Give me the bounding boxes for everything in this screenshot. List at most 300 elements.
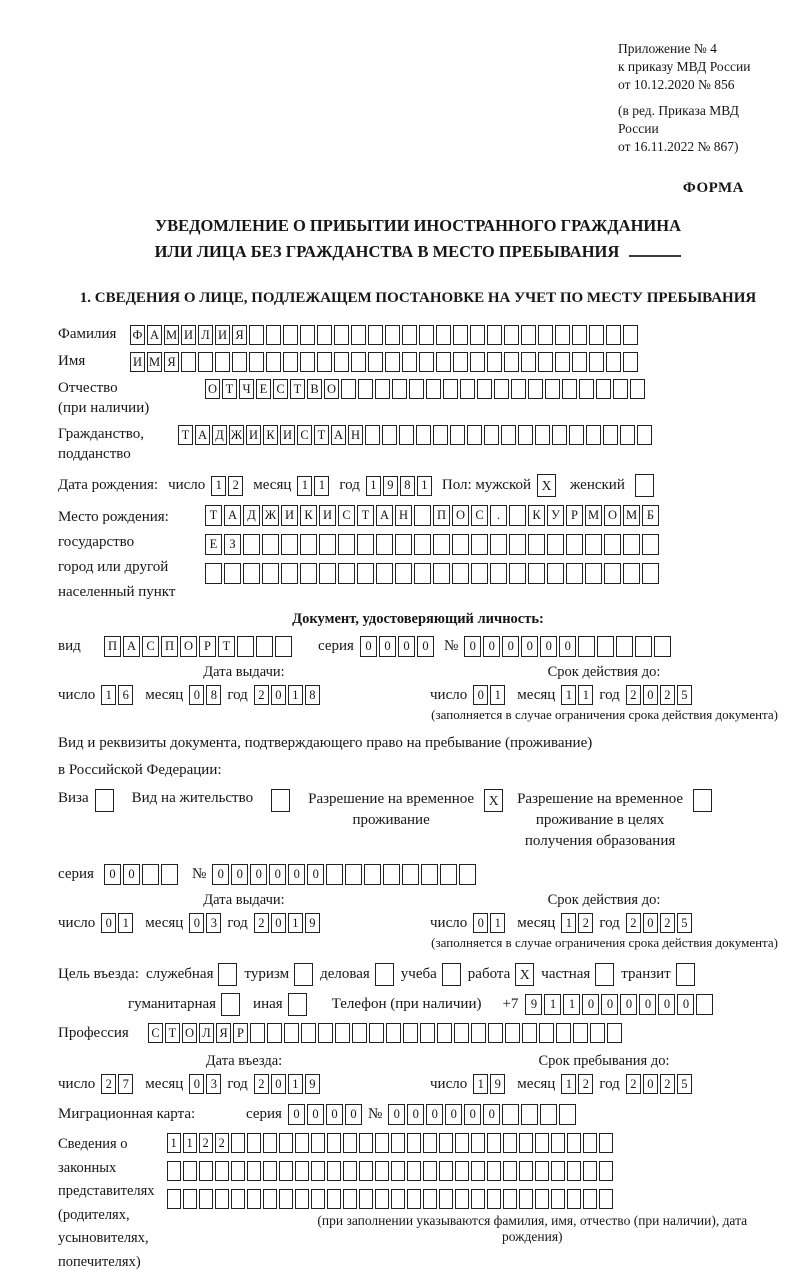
- form-cell[interactable]: 0: [643, 913, 658, 933]
- form-cell[interactable]: [357, 534, 374, 555]
- form-cell[interactable]: [540, 1104, 557, 1125]
- form-cell[interactable]: 1: [490, 685, 505, 705]
- form-cell[interactable]: [334, 325, 349, 345]
- form-cell[interactable]: [552, 425, 567, 445]
- form-cell[interactable]: 0: [288, 864, 305, 885]
- form-cell[interactable]: [572, 325, 587, 345]
- form-cell[interactable]: 2: [199, 1133, 213, 1153]
- form-cell[interactable]: [419, 352, 434, 372]
- form-cell[interactable]: [351, 352, 366, 372]
- form-cell[interactable]: [365, 425, 380, 445]
- form-cell[interactable]: 1: [183, 1133, 197, 1153]
- form-cell[interactable]: 0: [189, 685, 204, 705]
- form-cell[interactable]: [263, 1189, 277, 1209]
- form-cell[interactable]: [501, 425, 516, 445]
- form-cell[interactable]: Р: [566, 505, 583, 526]
- form-cell[interactable]: [607, 1023, 622, 1043]
- form-cell[interactable]: [318, 1023, 333, 1043]
- form-cell[interactable]: [583, 1161, 597, 1181]
- form-cell[interactable]: [452, 534, 469, 555]
- form-cell[interactable]: 2: [578, 913, 593, 933]
- form-cell[interactable]: [528, 379, 543, 399]
- form-cell[interactable]: Л: [198, 325, 213, 345]
- form-cell[interactable]: Я: [216, 1023, 231, 1043]
- form-cell[interactable]: [183, 1189, 197, 1209]
- form-cell[interactable]: Е: [205, 534, 222, 555]
- form-cell[interactable]: [635, 636, 652, 657]
- form-cell[interactable]: 1: [417, 476, 432, 496]
- form-cell[interactable]: 0: [231, 864, 248, 885]
- form-cell[interactable]: [359, 1133, 373, 1153]
- form-cell[interactable]: Ж: [262, 505, 279, 526]
- form-cell[interactable]: [637, 425, 652, 445]
- form-cell[interactable]: [599, 1189, 613, 1209]
- form-cell[interactable]: А: [147, 325, 162, 345]
- form-cell[interactable]: 0: [271, 913, 286, 933]
- form-cell[interactable]: С: [297, 425, 312, 445]
- form-cell[interactable]: [262, 563, 279, 584]
- form-cell[interactable]: 0: [212, 864, 229, 885]
- form-cell[interactable]: [583, 1189, 597, 1209]
- form-cell[interactable]: [460, 379, 475, 399]
- form-cell[interactable]: Т: [205, 505, 222, 526]
- form-cell[interactable]: [545, 379, 560, 399]
- form-cell[interactable]: А: [331, 425, 346, 445]
- form-cell[interactable]: [263, 1161, 277, 1181]
- form-cell[interactable]: [199, 1189, 213, 1209]
- form-cell[interactable]: [237, 636, 254, 657]
- form-cell[interactable]: [604, 534, 621, 555]
- form-cell[interactable]: П: [433, 505, 450, 526]
- form-cell[interactable]: [399, 425, 414, 445]
- form-cell[interactable]: 0: [483, 1104, 500, 1125]
- form-cell[interactable]: [572, 352, 587, 372]
- form-cell[interactable]: [402, 325, 417, 345]
- form-cell[interactable]: 9: [525, 994, 542, 1015]
- form-cell[interactable]: 9: [383, 476, 398, 496]
- form-cell[interactable]: [250, 1023, 265, 1043]
- form-cell[interactable]: 2: [626, 913, 641, 933]
- form-cell[interactable]: 3: [206, 913, 221, 933]
- form-cell[interactable]: 0: [483, 636, 500, 657]
- form-cell[interactable]: 1: [563, 994, 580, 1015]
- form-cell[interactable]: [271, 789, 290, 812]
- form-cell[interactable]: С: [471, 505, 488, 526]
- form-cell[interactable]: [538, 352, 553, 372]
- form-cell[interactable]: 8: [400, 476, 415, 496]
- form-cell[interactable]: [437, 1023, 452, 1043]
- form-cell[interactable]: Н: [395, 505, 412, 526]
- form-cell[interactable]: Т: [222, 379, 237, 399]
- form-cell[interactable]: А: [224, 505, 241, 526]
- form-cell[interactable]: [623, 325, 638, 345]
- form-cell[interactable]: [490, 563, 507, 584]
- form-cell[interactable]: [459, 864, 476, 885]
- form-cell[interactable]: Я: [232, 325, 247, 345]
- form-cell[interactable]: [283, 352, 298, 372]
- form-cell[interactable]: [256, 636, 273, 657]
- form-cell[interactable]: [295, 1161, 309, 1181]
- form-cell[interactable]: [635, 474, 654, 497]
- form-cell[interactable]: [433, 425, 448, 445]
- form-cell[interactable]: [455, 1189, 469, 1209]
- form-cell[interactable]: [423, 1161, 437, 1181]
- form-cell[interactable]: [281, 563, 298, 584]
- form-cell[interactable]: [382, 425, 397, 445]
- form-cell[interactable]: 1: [288, 685, 303, 705]
- form-cell[interactable]: [319, 563, 336, 584]
- form-cell[interactable]: 2: [660, 1074, 675, 1094]
- form-cell[interactable]: [311, 1161, 325, 1181]
- form-cell[interactable]: [391, 1189, 405, 1209]
- form-cell[interactable]: [443, 379, 458, 399]
- form-cell[interactable]: [606, 352, 621, 372]
- form-cell[interactable]: [300, 325, 315, 345]
- form-cell[interactable]: 0: [464, 636, 481, 657]
- form-cell[interactable]: [470, 325, 485, 345]
- form-cell[interactable]: [559, 1104, 576, 1125]
- form-cell[interactable]: [392, 379, 407, 399]
- form-cell[interactable]: [231, 1133, 245, 1153]
- form-cell[interactable]: 0: [123, 864, 140, 885]
- form-cell[interactable]: 0: [360, 636, 377, 657]
- form-cell[interactable]: [249, 325, 264, 345]
- form-cell[interactable]: [407, 1189, 421, 1209]
- form-cell[interactable]: [95, 789, 114, 812]
- form-cell[interactable]: [654, 636, 671, 657]
- form-cell[interactable]: [566, 563, 583, 584]
- form-cell[interactable]: [502, 1104, 519, 1125]
- form-cell[interactable]: 0: [643, 1074, 658, 1094]
- form-cell[interactable]: Р: [199, 636, 216, 657]
- form-cell[interactable]: [535, 1189, 549, 1209]
- form-cell[interactable]: 0: [473, 913, 488, 933]
- form-cell[interactable]: [522, 1023, 537, 1043]
- form-cell[interactable]: [551, 1133, 565, 1153]
- form-cell[interactable]: [266, 325, 281, 345]
- form-cell[interactable]: [311, 1189, 325, 1209]
- form-cell[interactable]: [395, 534, 412, 555]
- form-cell[interactable]: 1: [561, 913, 576, 933]
- form-cell[interactable]: 0: [189, 913, 204, 933]
- form-cell[interactable]: [243, 534, 260, 555]
- form-cell[interactable]: 2: [578, 1074, 593, 1094]
- form-cell[interactable]: [453, 352, 468, 372]
- form-cell[interactable]: [409, 379, 424, 399]
- form-cell[interactable]: [573, 1023, 588, 1043]
- form-cell[interactable]: [338, 563, 355, 584]
- form-cell[interactable]: Т: [178, 425, 193, 445]
- form-cell[interactable]: X: [515, 963, 534, 986]
- form-cell[interactable]: [383, 864, 400, 885]
- form-cell[interactable]: [183, 1161, 197, 1181]
- form-cell[interactable]: [471, 1133, 485, 1153]
- form-cell[interactable]: 9: [305, 913, 320, 933]
- form-cell[interactable]: [142, 864, 159, 885]
- form-cell[interactable]: С: [273, 379, 288, 399]
- form-cell[interactable]: 1: [561, 1074, 576, 1094]
- form-cell[interactable]: 0: [426, 1104, 443, 1125]
- form-cell[interactable]: [376, 563, 393, 584]
- form-cell[interactable]: 0: [345, 1104, 362, 1125]
- form-cell[interactable]: [218, 963, 237, 986]
- form-cell[interactable]: 0: [445, 1104, 462, 1125]
- form-cell[interactable]: [521, 325, 536, 345]
- form-cell[interactable]: 0: [521, 636, 538, 657]
- form-cell[interactable]: [359, 1189, 373, 1209]
- form-cell[interactable]: 0: [101, 913, 116, 933]
- form-cell[interactable]: [231, 1161, 245, 1181]
- form-cell[interactable]: 5: [677, 913, 692, 933]
- form-cell[interactable]: [505, 1023, 520, 1043]
- form-cell[interactable]: [569, 425, 584, 445]
- form-cell[interactable]: [471, 563, 488, 584]
- form-cell[interactable]: [509, 505, 526, 526]
- form-cell[interactable]: 0: [189, 1074, 204, 1094]
- form-cell[interactable]: [421, 864, 438, 885]
- form-cell[interactable]: М: [623, 505, 640, 526]
- form-cell[interactable]: [161, 864, 178, 885]
- form-cell[interactable]: В: [307, 379, 322, 399]
- form-cell[interactable]: [426, 379, 441, 399]
- form-cell[interactable]: [243, 563, 260, 584]
- form-cell[interactable]: [555, 325, 570, 345]
- form-cell[interactable]: 0: [582, 994, 599, 1015]
- form-cell[interactable]: [504, 325, 519, 345]
- form-cell[interactable]: [567, 1189, 581, 1209]
- form-cell[interactable]: 2: [215, 1133, 229, 1153]
- form-cell[interactable]: [589, 325, 604, 345]
- form-cell[interactable]: И: [246, 425, 261, 445]
- form-cell[interactable]: [224, 563, 241, 584]
- form-cell[interactable]: 1: [473, 1074, 488, 1094]
- form-cell[interactable]: М: [164, 325, 179, 345]
- form-cell[interactable]: [375, 379, 390, 399]
- form-cell[interactable]: 0: [104, 864, 121, 885]
- form-cell[interactable]: [345, 864, 362, 885]
- form-cell[interactable]: [630, 379, 645, 399]
- form-cell[interactable]: [364, 864, 381, 885]
- form-cell[interactable]: С: [338, 505, 355, 526]
- form-cell[interactable]: М: [147, 352, 162, 372]
- form-cell[interactable]: [547, 534, 564, 555]
- form-cell[interactable]: П: [104, 636, 121, 657]
- form-cell[interactable]: К: [263, 425, 278, 445]
- form-cell[interactable]: [283, 325, 298, 345]
- form-cell[interactable]: Е: [256, 379, 271, 399]
- form-cell[interactable]: 2: [254, 1074, 269, 1094]
- form-cell[interactable]: [511, 379, 526, 399]
- form-cell[interactable]: 2: [626, 685, 641, 705]
- form-cell[interactable]: [590, 1023, 605, 1043]
- form-cell[interactable]: С: [148, 1023, 163, 1043]
- form-cell[interactable]: [440, 864, 457, 885]
- form-cell[interactable]: [249, 352, 264, 372]
- form-cell[interactable]: [595, 963, 614, 986]
- form-cell[interactable]: [442, 963, 461, 986]
- form-cell[interactable]: [167, 1161, 181, 1181]
- form-cell[interactable]: 0: [398, 636, 415, 657]
- form-cell[interactable]: 0: [388, 1104, 405, 1125]
- form-cell[interactable]: [519, 1133, 533, 1153]
- form-cell[interactable]: О: [604, 505, 621, 526]
- form-cell[interactable]: [294, 963, 313, 986]
- form-cell[interactable]: [375, 1133, 389, 1153]
- form-cell[interactable]: 0: [250, 864, 267, 885]
- form-cell[interactable]: [414, 534, 431, 555]
- form-cell[interactable]: [488, 1023, 503, 1043]
- form-cell[interactable]: [288, 993, 307, 1016]
- form-cell[interactable]: [616, 636, 633, 657]
- form-cell[interactable]: [352, 1023, 367, 1043]
- form-cell[interactable]: [326, 864, 343, 885]
- form-cell[interactable]: [338, 534, 355, 555]
- form-cell[interactable]: [343, 1161, 357, 1181]
- form-cell[interactable]: [232, 352, 247, 372]
- form-cell[interactable]: З: [224, 534, 241, 555]
- form-cell[interactable]: [414, 505, 431, 526]
- form-cell[interactable]: [620, 425, 635, 445]
- form-cell[interactable]: [419, 325, 434, 345]
- form-cell[interactable]: [439, 1161, 453, 1181]
- form-cell[interactable]: [402, 864, 419, 885]
- form-cell[interactable]: [247, 1133, 261, 1153]
- form-cell[interactable]: [539, 1023, 554, 1043]
- form-cell[interactable]: [467, 425, 482, 445]
- form-cell[interactable]: [521, 352, 536, 372]
- form-cell[interactable]: [494, 379, 509, 399]
- form-cell[interactable]: 1: [297, 476, 312, 496]
- form-cell[interactable]: [538, 325, 553, 345]
- form-cell[interactable]: И: [181, 325, 196, 345]
- form-cell[interactable]: [566, 534, 583, 555]
- form-cell[interactable]: [597, 636, 614, 657]
- form-cell[interactable]: [334, 352, 349, 372]
- form-cell[interactable]: [509, 563, 526, 584]
- form-cell[interactable]: [385, 325, 400, 345]
- form-cell[interactable]: [518, 425, 533, 445]
- form-cell[interactable]: 0: [540, 636, 557, 657]
- form-cell[interactable]: 3: [206, 1074, 221, 1094]
- form-cell[interactable]: [199, 1161, 213, 1181]
- form-cell[interactable]: 1: [366, 476, 381, 496]
- form-cell[interactable]: [300, 352, 315, 372]
- form-cell[interactable]: [181, 352, 196, 372]
- form-cell[interactable]: 1: [118, 913, 133, 933]
- form-cell[interactable]: [599, 1161, 613, 1181]
- form-cell[interactable]: [386, 1023, 401, 1043]
- form-cell[interactable]: О: [205, 379, 220, 399]
- form-cell[interactable]: [585, 534, 602, 555]
- form-cell[interactable]: [215, 1161, 229, 1181]
- form-cell[interactable]: Л: [199, 1023, 214, 1043]
- form-cell[interactable]: [295, 1189, 309, 1209]
- form-cell[interactable]: И: [215, 325, 230, 345]
- form-cell[interactable]: [376, 534, 393, 555]
- form-cell[interactable]: [535, 1161, 549, 1181]
- form-cell[interactable]: 8: [206, 685, 221, 705]
- form-cell[interactable]: А: [195, 425, 210, 445]
- form-cell[interactable]: 2: [228, 476, 243, 496]
- form-cell[interactable]: [420, 1023, 435, 1043]
- form-cell[interactable]: 0: [620, 994, 637, 1015]
- form-cell[interactable]: [391, 1161, 405, 1181]
- form-cell[interactable]: [436, 352, 451, 372]
- form-cell[interactable]: [503, 1161, 517, 1181]
- form-cell[interactable]: [528, 563, 545, 584]
- form-cell[interactable]: [452, 563, 469, 584]
- form-cell[interactable]: [423, 1133, 437, 1153]
- form-cell[interactable]: [567, 1161, 581, 1181]
- form-cell[interactable]: [487, 1161, 501, 1181]
- form-cell[interactable]: [556, 1023, 571, 1043]
- form-cell[interactable]: [247, 1161, 261, 1181]
- form-cell[interactable]: [403, 1023, 418, 1043]
- form-cell[interactable]: Д: [243, 505, 260, 526]
- form-cell[interactable]: Р: [233, 1023, 248, 1043]
- form-cell[interactable]: 0: [502, 636, 519, 657]
- form-cell[interactable]: [555, 352, 570, 372]
- form-cell[interactable]: 0: [559, 636, 576, 657]
- form-cell[interactable]: 0: [407, 1104, 424, 1125]
- form-cell[interactable]: А: [123, 636, 140, 657]
- form-cell[interactable]: [642, 563, 659, 584]
- form-cell[interactable]: Д: [212, 425, 227, 445]
- form-cell[interactable]: [551, 1189, 565, 1209]
- form-cell[interactable]: 1: [211, 476, 226, 496]
- form-cell[interactable]: [275, 636, 292, 657]
- form-cell[interactable]: [471, 1189, 485, 1209]
- form-cell[interactable]: [676, 963, 695, 986]
- form-cell[interactable]: [414, 563, 431, 584]
- form-cell[interactable]: [504, 352, 519, 372]
- form-cell[interactable]: [603, 425, 618, 445]
- form-cell[interactable]: О: [452, 505, 469, 526]
- form-cell[interactable]: 6: [118, 685, 133, 705]
- form-cell[interactable]: 0: [473, 685, 488, 705]
- form-cell[interactable]: [487, 1189, 501, 1209]
- form-cell[interactable]: [369, 1023, 384, 1043]
- form-cell[interactable]: 5: [677, 685, 692, 705]
- form-cell[interactable]: [395, 563, 412, 584]
- form-cell[interactable]: [423, 1189, 437, 1209]
- form-cell[interactable]: [343, 1133, 357, 1153]
- form-cell[interactable]: [693, 789, 712, 812]
- form-cell[interactable]: 9: [305, 1074, 320, 1094]
- form-cell[interactable]: [509, 534, 526, 555]
- form-cell[interactable]: [215, 352, 230, 372]
- form-cell[interactable]: 0: [271, 685, 286, 705]
- form-cell[interactable]: [589, 352, 604, 372]
- form-cell[interactable]: [471, 1161, 485, 1181]
- form-cell[interactable]: [521, 1104, 538, 1125]
- form-cell[interactable]: [266, 352, 281, 372]
- form-cell[interactable]: [279, 1189, 293, 1209]
- form-cell[interactable]: 0: [271, 1074, 286, 1094]
- form-cell[interactable]: X: [484, 789, 503, 812]
- form-cell[interactable]: [487, 352, 502, 372]
- form-cell[interactable]: [547, 563, 564, 584]
- form-cell[interactable]: [198, 352, 213, 372]
- form-cell[interactable]: [375, 1189, 389, 1209]
- form-cell[interactable]: [317, 352, 332, 372]
- form-cell[interactable]: [262, 534, 279, 555]
- form-cell[interactable]: И: [280, 425, 295, 445]
- form-cell[interactable]: [623, 352, 638, 372]
- form-cell[interactable]: [375, 963, 394, 986]
- form-cell[interactable]: 0: [326, 1104, 343, 1125]
- form-cell[interactable]: [535, 1133, 549, 1153]
